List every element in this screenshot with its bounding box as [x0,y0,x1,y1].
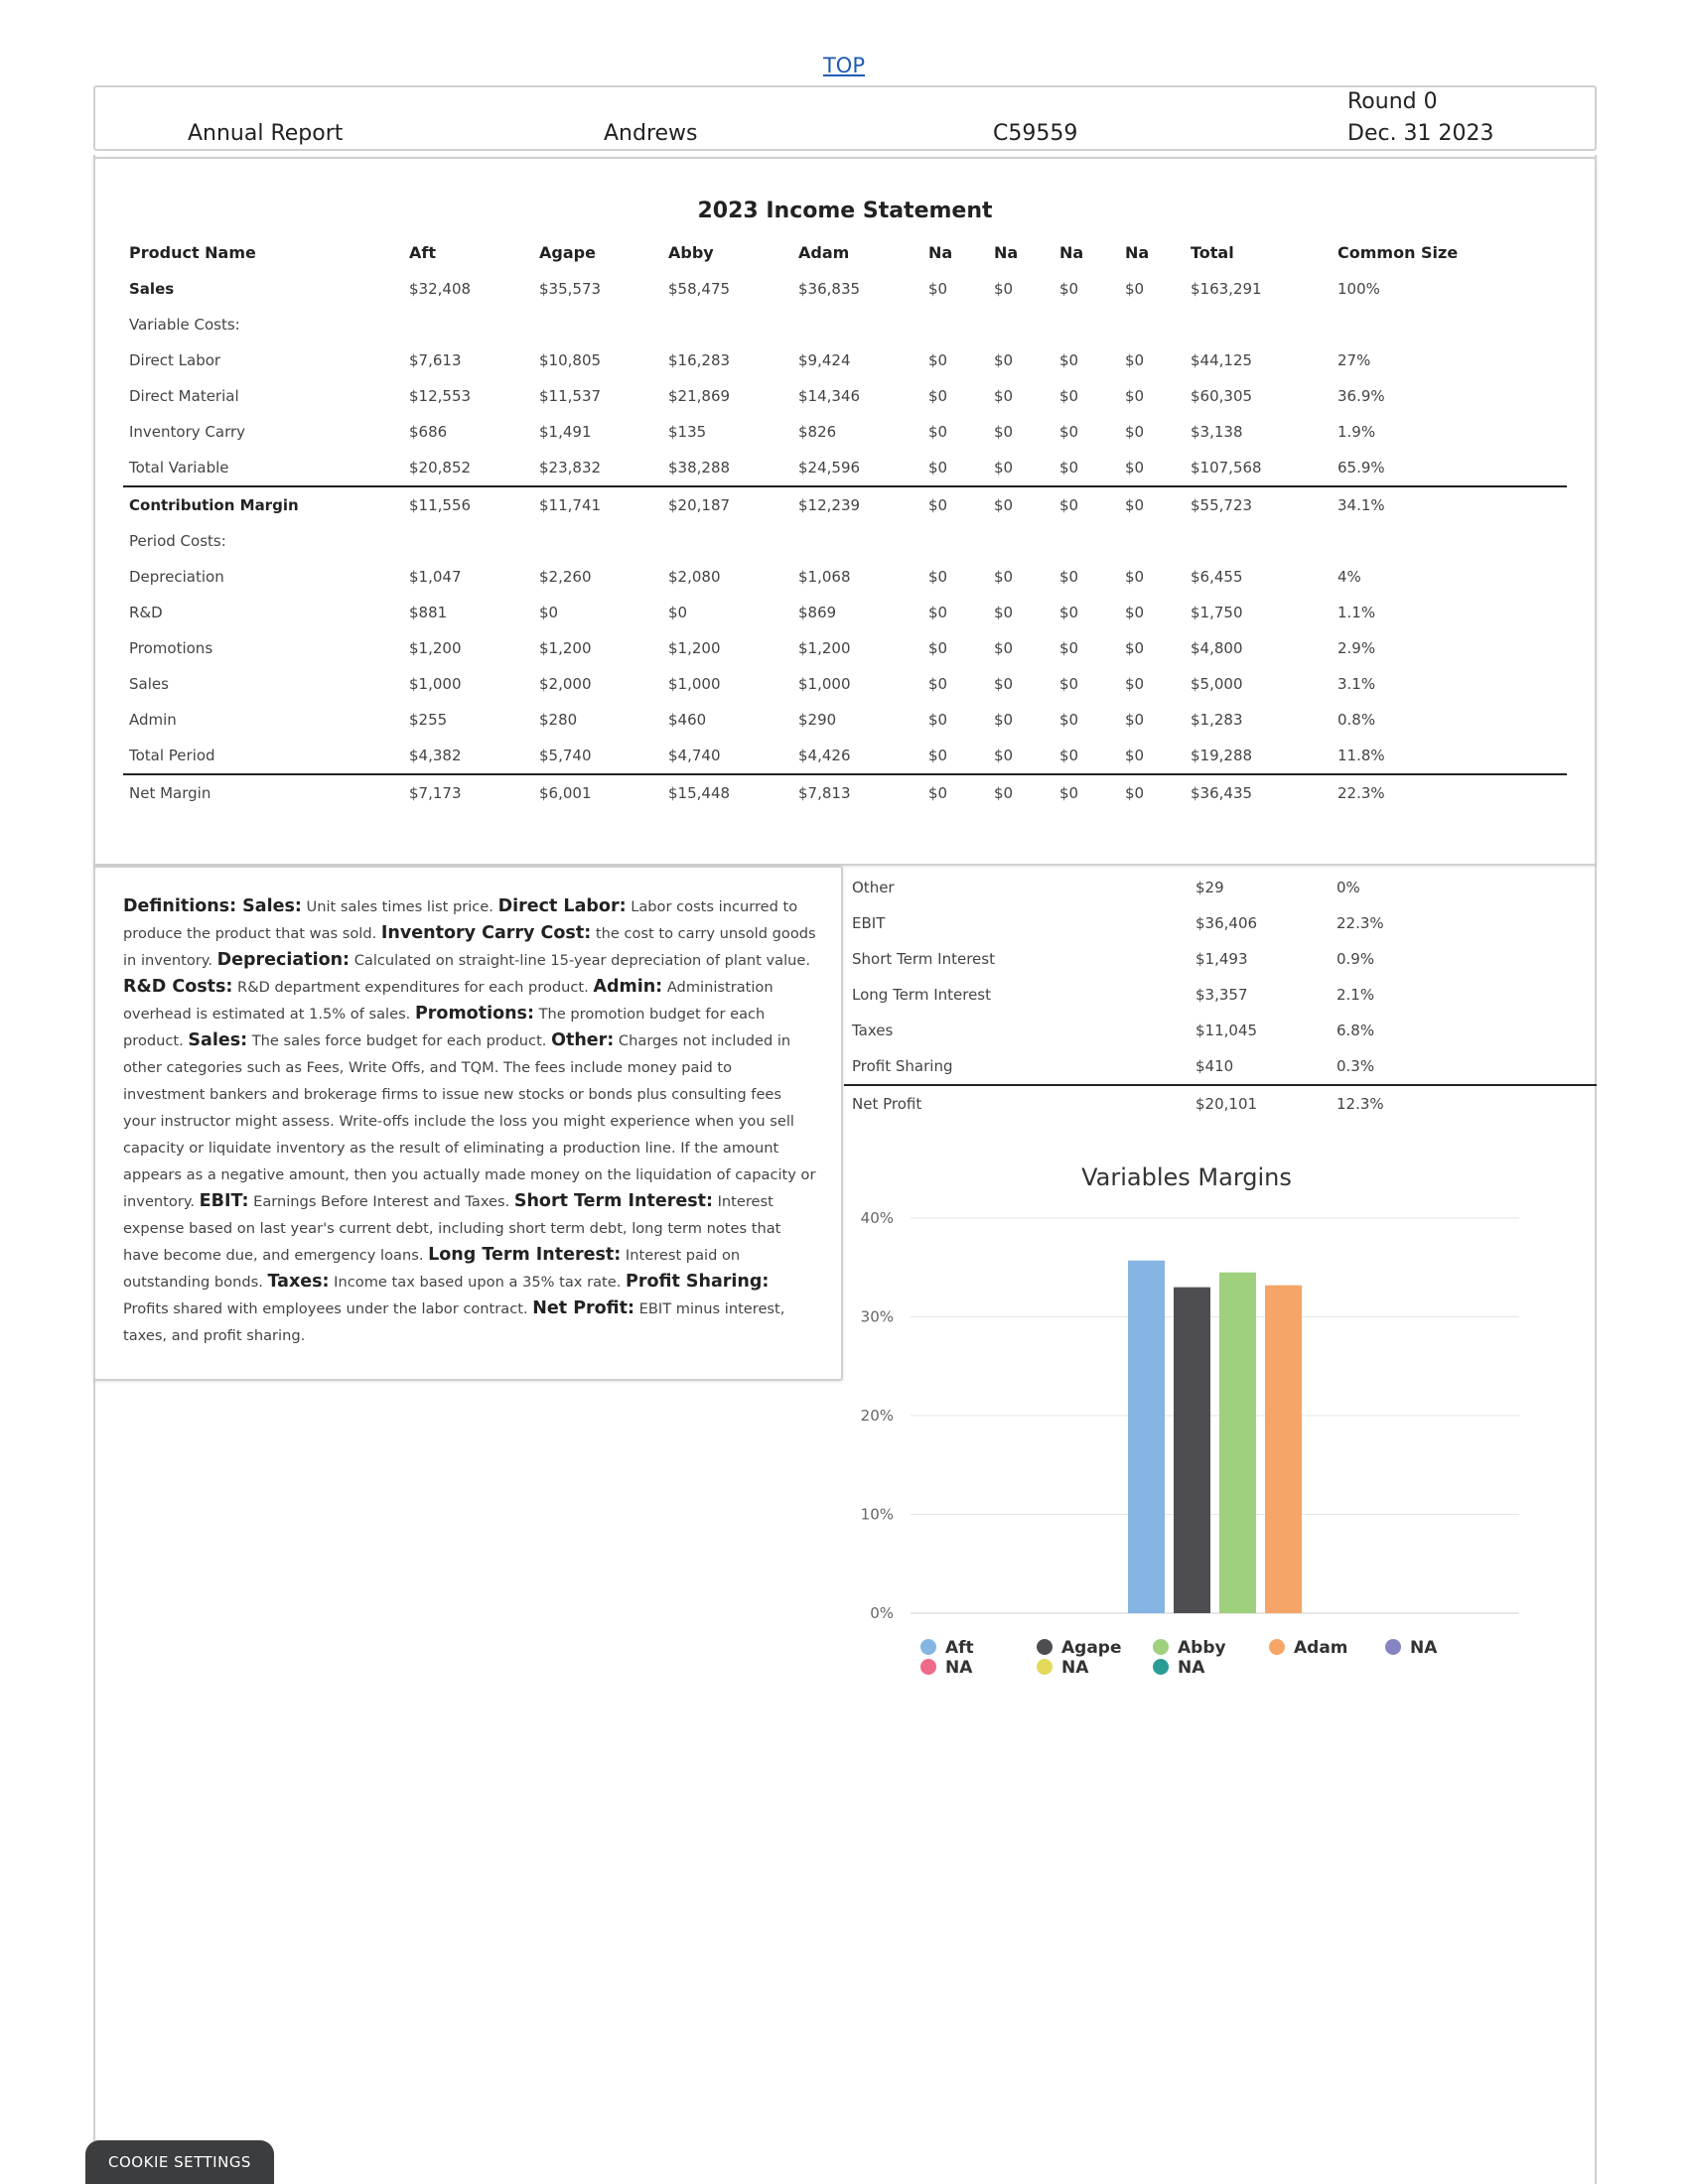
definition-text: Administration overhead is estimated at 1.5% of sales. [123,979,774,1023]
row-value: $0 [994,387,1014,405]
row-value: $7,613 [409,351,462,369]
income-row [123,378,1567,414]
row-value: $20,187 [668,496,731,514]
row-value: $1,200 [798,639,851,657]
row-value: $0 [928,351,948,369]
definition-term: Long Term Interest: [428,1245,622,1265]
row-value: $9,424 [798,351,851,369]
row-value: $36,835 [798,280,861,298]
row-value: $0 [1059,747,1079,764]
row-value: $0 [928,280,948,298]
column-header: Product Name [129,243,256,262]
income-row [123,666,1567,702]
legend-label: NA [1178,1658,1205,1678]
row-value: $36,435 [1191,784,1253,802]
row-value: $5,000 [1191,675,1243,693]
summary-value: $36,406 [1196,914,1258,932]
row-value: $686 [409,423,448,441]
row-value: $0 [1059,675,1079,693]
row-label: Direct Labor [129,351,221,369]
definition-term: Profit Sharing: [626,1272,770,1292]
row-value: $0 [928,496,948,514]
row-value: $21,869 [668,387,731,405]
row-value: $55,723 [1191,496,1253,514]
summary-row [844,1048,1597,1086]
row-value: $1,491 [539,423,592,441]
legend-label: Aft [945,1638,974,1658]
row-value: $0 [1125,423,1145,441]
row-value: $255 [409,711,448,729]
row-value: $0 [928,568,948,586]
row-value: $0 [994,747,1014,764]
y-tick-label: 30% [860,1307,894,1326]
row-label: Contribution Margin [129,496,299,514]
row-value: $23,832 [539,459,602,477]
row-value: $4,382 [409,747,462,764]
row-value: 4% [1337,568,1361,586]
row-value: $3,138 [1191,423,1243,441]
legend-label: NA [1061,1658,1089,1678]
definition-text: The promotion budget for each product. [123,1006,766,1049]
row-label: Promotions [129,639,213,657]
definition-term: EBIT: [199,1191,249,1211]
definition-term: Direct Labor: [497,896,627,916]
row-label: Sales [129,675,169,693]
row-value: $0 [1059,711,1079,729]
row-value: $1,000 [409,675,462,693]
legend-label: Agape [1061,1638,1122,1658]
column-header: Agape [539,243,596,262]
row-value: $0 [1059,459,1079,477]
row-value: $280 [539,711,578,729]
summary-pct: 6.8% [1336,1022,1375,1039]
summary-row [844,1086,1597,1122]
row-value: $0 [928,784,948,802]
row-value: $4,800 [1191,639,1243,657]
column-header: Na [994,243,1019,262]
definition-text: Labor costs incurred to produce the product that was sold. [123,898,798,942]
report-date: Dec. 31 2023 [1347,121,1494,146]
row-label: Period Costs: [129,532,226,550]
row-value: $0 [928,675,948,693]
income-row [123,738,1567,775]
row-value: $1,000 [798,675,851,693]
row-value: $1,200 [409,639,462,657]
legend-label: Abby [1178,1638,1226,1658]
summary-value: $29 [1196,879,1224,896]
row-value: $0 [1125,675,1145,693]
row-value: $0 [994,675,1014,693]
summary-label: Profit Sharing [852,1057,953,1075]
row-value: 11.8% [1337,747,1385,764]
definition-term: Net Profit: [532,1298,635,1318]
bar-abby [1219,1273,1256,1613]
row-value: $0 [928,747,948,764]
column-header: Total [1191,243,1234,262]
summary-value: $1,493 [1196,950,1248,968]
row-value: $135 [668,423,707,441]
legend-marker [1153,1659,1169,1675]
definition-term: Promotions: [414,1004,534,1024]
income-row [123,414,1567,450]
legend-marker [1037,1639,1053,1655]
row-value: $19,288 [1191,747,1253,764]
summary-label: Other [852,879,895,896]
row-value: $0 [1125,459,1145,477]
row-value: $0 [994,784,1014,802]
row-value: $1,047 [409,568,462,586]
row-value: $14,346 [798,387,861,405]
definition-text: R&D department expenditures for each product. [232,979,594,996]
row-value: $869 [798,604,837,621]
row-value: $0 [928,604,948,621]
bar-adam [1265,1286,1302,1613]
report-type: Annual Report [188,121,344,146]
row-value: $38,288 [668,459,731,477]
summary-row [844,905,1597,941]
row-value: $0 [928,459,948,477]
row-value: $2,080 [668,568,721,586]
row-value: $290 [798,711,837,729]
income-row [123,595,1567,630]
row-label: Inventory Carry [129,423,246,441]
row-value: $0 [994,568,1014,586]
row-value: $0 [1059,604,1079,621]
row-value: $1,068 [798,568,851,586]
definition-term: Definitions: Sales: [123,896,302,916]
row-value: $7,813 [798,784,851,802]
definition-term: R&D Costs: [123,977,233,997]
row-value: $0 [1059,496,1079,514]
row-label: Total Variable [129,459,229,477]
row-value: $0 [1125,496,1145,514]
row-label: Variable Costs: [129,316,240,334]
legend-marker [920,1639,936,1655]
row-label: R&D [129,604,163,621]
row-value: 27% [1337,351,1371,369]
definition-term: Depreciation: [216,950,351,970]
definition-term: Inventory Carry Cost: [380,923,592,943]
y-tick-label: 0% [870,1604,894,1622]
row-value: $0 [1125,711,1145,729]
definition-text: Profits shared with employees under the labor contract. [123,1300,533,1317]
row-value: $24,596 [798,459,861,477]
row-value: $460 [668,711,707,729]
income-row [123,523,1567,559]
row-value: $0 [1125,604,1145,621]
definition-text: Calculated on straight-line 15-year depreciation of plant value. [350,952,811,969]
row-value: $0 [1125,351,1145,369]
summary-row [844,977,1597,1013]
legend-marker [1385,1639,1401,1655]
summary-value: $20,101 [1196,1095,1258,1113]
y-tick-label: 40% [860,1209,894,1227]
definition-text: Charges not included in other categories such as Fees, Write Offs, and TQM. The fees include money paid to investment bankers and brokerage firms to issue new stocks or bonds plus consulting fees your instructor might assess. Write-offs include the loss you might experience when you sell capacity or liquidate inventory as the result of eliminating a production line. If the amount appears as a negative amount, then you actually made money on the liquidation of capacity or inventory. [123,1032,816,1210]
summary-pct: 0.9% [1336,950,1375,968]
row-value: $6,001 [539,784,592,802]
row-value: 1.1% [1337,604,1376,621]
summary-row [844,870,1597,905]
definition-term: Short Term Interest: [513,1191,713,1211]
definition-term: Other: [551,1030,615,1050]
row-value: $0 [1059,423,1079,441]
column-header: Adam [798,243,850,262]
row-label: Depreciation [129,568,224,586]
row-value: $12,553 [409,387,472,405]
summary-pct: 12.3% [1336,1095,1384,1113]
row-value: $0 [1125,747,1145,764]
row-value: $35,573 [539,280,602,298]
row-value: $0 [1059,639,1079,657]
row-value: 36.9% [1337,387,1385,405]
row-value: 65.9% [1337,459,1385,477]
row-value: $2,000 [539,675,592,693]
variables-margins-chart [844,1152,1539,1688]
row-value: $6,455 [1191,568,1243,586]
row-value: $0 [1059,351,1079,369]
row-value: $60,305 [1191,387,1253,405]
row-value: $1,000 [668,675,721,693]
definition-text: The sales force budget for each product. [247,1032,552,1049]
row-value: $0 [539,604,559,621]
row-value: $826 [798,423,837,441]
row-label: Direct Material [129,387,239,405]
legend-marker [920,1659,936,1675]
column-header: Abby [668,243,714,262]
y-tick-label: 20% [860,1407,894,1425]
row-value: 1.9% [1337,423,1376,441]
legend-label: NA [1410,1638,1438,1658]
row-value: 22.3% [1337,784,1385,802]
chart-title: Variables Margins [1081,1163,1292,1191]
top-link[interactable]: TOP [822,54,866,77]
income-row [123,342,1567,378]
income-row [123,487,1567,523]
row-value: $1,750 [1191,604,1243,621]
row-value: $0 [994,604,1014,621]
income-row [123,702,1567,738]
row-value: $0 [1125,784,1145,802]
row-value: $0 [994,639,1014,657]
summary-label: Long Term Interest [852,986,991,1004]
row-value: $15,448 [668,784,731,802]
row-value: 100% [1337,280,1380,298]
summary-pct: 22.3% [1336,914,1384,932]
summary-label: Net Profit [852,1095,922,1113]
row-value: $0 [1125,387,1145,405]
row-value: $0 [994,459,1014,477]
legend-marker [1269,1639,1285,1655]
column-header: Common Size [1337,243,1459,262]
row-label: Net Margin [129,784,211,802]
row-value: $44,125 [1191,351,1253,369]
definition-text: EBIT minus interest, taxes, and profit sharing. [123,1300,785,1344]
row-value: $1,200 [668,639,721,657]
row-value: $0 [994,280,1014,298]
row-value: $0 [1059,568,1079,586]
legend-marker [1153,1639,1169,1655]
income-row [123,450,1567,487]
row-value: $2,260 [539,568,592,586]
row-value: $12,239 [798,496,861,514]
cookie-settings-button[interactable]: COOKIE SETTINGS [85,2140,274,2184]
income-row [123,307,1567,342]
row-value: $0 [994,423,1014,441]
definition-text: Interest paid on outstanding bonds. [123,1247,741,1291]
income-row [123,775,1567,811]
row-value: $32,408 [409,280,472,298]
row-value: $58,475 [668,280,731,298]
row-value: $11,741 [539,496,602,514]
definition-text: Unit sales times list price. [301,898,498,915]
definition-term: Admin: [593,977,663,997]
column-header: Aft [409,243,436,262]
row-value: $16,283 [668,351,731,369]
row-value: $0 [1125,639,1145,657]
summary-value: $3,357 [1196,986,1248,1004]
row-value: $0 [994,711,1014,729]
row-value: $20,852 [409,459,472,477]
bar-agape [1174,1288,1210,1613]
summary-label: Taxes [852,1022,894,1039]
row-value: $0 [1059,280,1079,298]
row-value: $10,805 [539,351,602,369]
row-value: 3.1% [1337,675,1376,693]
row-value: $1,283 [1191,711,1243,729]
row-value: $11,556 [409,496,472,514]
row-value: $11,537 [539,387,602,405]
round-label: Round 0 [1347,89,1438,114]
row-value: $4,740 [668,747,721,764]
legend-label: Adam [1294,1638,1348,1658]
row-label: Total Period [129,747,215,764]
definition-term: Sales: [188,1030,248,1050]
row-label: Admin [129,711,177,729]
income-statement-title: 2023 Income Statement [697,199,993,223]
definition-text: Income tax based upon a 35% tax rate. [329,1274,627,1291]
row-value: $163,291 [1191,280,1262,298]
row-value: $107,568 [1191,459,1262,477]
definitions-text [123,893,818,1349]
row-value: $4,426 [798,747,851,764]
row-value: $881 [409,604,448,621]
column-header: Na [928,243,953,262]
row-value: $5,740 [539,747,592,764]
summary-label: Short Term Interest [852,950,995,968]
company-code: C59559 [993,121,1078,146]
summary-pct: 0.3% [1336,1057,1375,1075]
row-value: 34.1% [1337,496,1385,514]
row-label: Sales [129,280,175,298]
income-row [123,271,1567,307]
row-value: $0 [1059,387,1079,405]
row-value: $0 [928,639,948,657]
bar-aft [1128,1261,1165,1613]
row-value: $0 [1125,568,1145,586]
y-tick-label: 10% [860,1505,894,1524]
summary-value: $410 [1196,1057,1234,1075]
row-value: $0 [928,711,948,729]
row-value: $7,173 [409,784,462,802]
row-value: 0.8% [1337,711,1376,729]
row-value: $0 [994,496,1014,514]
row-value: $0 [928,423,948,441]
income-row [123,630,1567,666]
column-header: Na [1059,243,1084,262]
row-value: $0 [668,604,688,621]
legend-label: NA [945,1658,973,1678]
legend-marker [1037,1659,1053,1675]
row-value: $0 [1125,280,1145,298]
row-value: $0 [928,387,948,405]
row-value: $1,200 [539,639,592,657]
summary-pct: 0% [1336,879,1360,896]
summary-value: $11,045 [1196,1022,1258,1039]
summary-row [844,941,1597,977]
company-name: Andrews [604,121,698,146]
definition-text: Earnings Before Interest and Taxes. [248,1193,514,1210]
summary-label: EBIT [852,914,886,932]
income-header-row [123,235,1567,271]
row-value: $0 [1059,784,1079,802]
definition-text: the cost to carry unsold goods in inventory. [123,925,816,969]
column-header: Na [1125,243,1150,262]
summary-pct: 2.1% [1336,986,1375,1004]
definition-term: Taxes: [267,1272,330,1292]
summary-row [844,1013,1597,1048]
row-value: 2.9% [1337,639,1376,657]
income-row [123,559,1567,595]
definition-text: Interest expense based on last year's current debt, including short term debt, long term notes that have become due, and emergency loans. [123,1193,781,1264]
row-value: $0 [994,351,1014,369]
